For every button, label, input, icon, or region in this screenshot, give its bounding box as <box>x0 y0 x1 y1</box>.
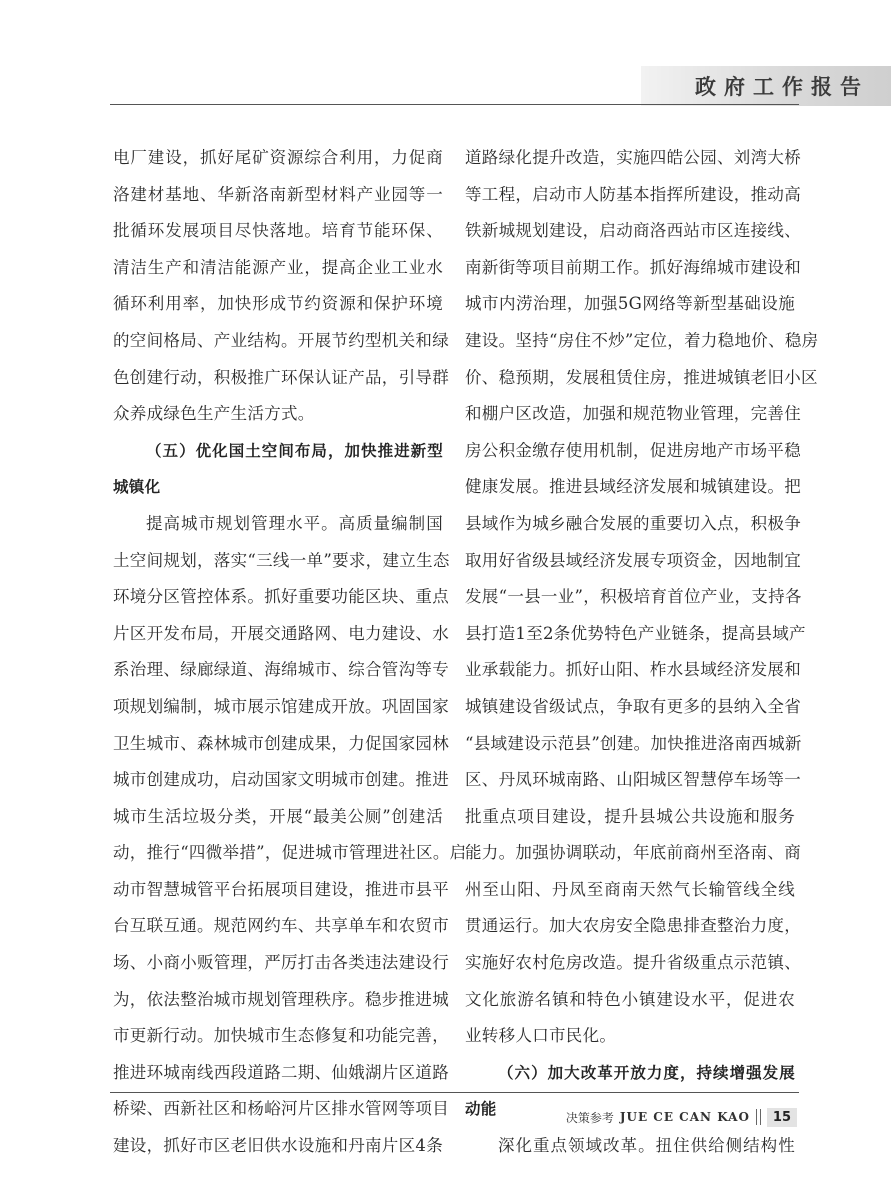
body-text-line: 房公积金缴存使用机制，促进房地产市场平稳 <box>465 440 801 460</box>
body-text-line: 台互联互通。规范网约车、共享单车和农贸市 <box>113 916 449 936</box>
body-text-line: 片区开发布局，开展交通路网、电力建设、水 <box>113 623 449 643</box>
body-text-line: 建设，抓好市区老旧供水设施和丹南片区4条 <box>113 1136 443 1156</box>
body-text-line: 动市智慧城管平台拓展项目建设，推进市县平 <box>113 879 449 899</box>
body-text-line: 场、小商小贩管理，严厉打击各类违法建设行 <box>113 953 449 973</box>
header-divider <box>110 104 799 105</box>
body-text-line: 业承载能力。抓好山阳、柞水县域经济发展和 <box>465 660 801 680</box>
body-text-line: 和棚户区改造，加强和规范物业管理，完善住 <box>465 404 801 424</box>
body-text-line: 项规划编制，城市展示馆建成开放。巩固国家 <box>113 696 449 716</box>
body-text-line: 区、丹凤环城南路、山阳城区智慧停车场等一 <box>465 770 801 790</box>
body-text-line: 桥梁、西新社区和杨峪河片区排水管网等项目 <box>113 1099 449 1119</box>
body-text-line: 为，依法整治城市规划管理秩序。稳步推进城 <box>113 989 449 1009</box>
body-text-line: 城市内涝治理，加强5G网络等新型基础设施 <box>465 294 795 314</box>
section-header-tab <box>641 66 891 106</box>
body-text-line: 深化重点领域改革。扭住供给侧结构性 <box>498 1136 795 1156</box>
body-text-line: 能力。加强协调联动，年底前商州至洛南、商 <box>465 843 801 863</box>
page-number: 15 <box>767 1108 797 1127</box>
body-text-line: 环境分区管控体系。抓好重要功能区块、重点 <box>113 587 449 607</box>
body-text-line: 电厂建设，抓好尾矿资源综合利用，力促商 <box>113 148 443 167</box>
body-text-line: 州至山阳、丹凤至商南天然气长输管线全线 <box>465 879 795 899</box>
section-heading-line: （五）优化国土空间布局，加快推进新型 <box>146 441 443 460</box>
body-text-line: 洛建材基地、华新洛南新型材料产业园等一 <box>113 184 443 204</box>
body-text-line: 动，推行“四微举措”，促进城市管理进社区。启 <box>113 843 467 863</box>
body-text-line: 色创建行动，积极推广环保认证产品，引导群 <box>113 367 449 387</box>
body-text-line: 取用好省级县域经济发展专项资金，因地制宜 <box>465 550 801 570</box>
body-text-line: 健康发展。推进县域经济发展和城镇建设。把 <box>465 477 801 497</box>
body-text-line: 南新街等项目前期工作。抓好海绵城市建设和 <box>465 257 801 277</box>
body-text-line: 清洁生产和清洁能源产业，提高企业工业水 <box>113 257 443 277</box>
footer <box>566 1106 797 1128</box>
body-text-line: 卫生城市、森林城市创建成果，力促国家园林 <box>113 733 449 753</box>
body-text-line: 循环利用率，加快形成节约资源和保护环境 <box>113 294 443 314</box>
body-text-line: 县域作为城乡融合发展的重要切入点，积极争 <box>465 513 801 533</box>
body-text-line: 系治理、绿廊绿道、海绵城市、综合管沟等专 <box>113 660 449 680</box>
body-text-line: 城镇建设省级试点，争取有更多的县纳入全省 <box>465 696 801 716</box>
body-text-line: 县打造1至2条优势特色产业链条，提高县域产 <box>465 623 806 643</box>
body-text-line: 众养成绿色生产生活方式。 <box>113 404 315 424</box>
publication-pinyin: JUE CE CAN KAO <box>619 1110 750 1124</box>
body-text-line: 城市生活垃圾分类，开展“最美公厕”创建活 <box>113 806 443 826</box>
section-heading-line: 城镇化 <box>113 478 161 497</box>
body-text-line: 批重点项目建设，提升县城公共设施和服务 <box>465 806 795 826</box>
body-text-line: 的空间格局、产业结构。开展节约型机关和绿 <box>113 330 449 350</box>
body-text-line: 等工程，启动市人防基本指挥所建设，推动高 <box>465 184 801 204</box>
body-text-line: 贯通运行。加大农房安全隐患排查整治力度， <box>465 916 801 936</box>
body-text-line: 土空间规划，落实“三线一单”要求，建立生态 <box>113 550 450 570</box>
body-text-line: 批循环发展项目尽快落地。培育节能环保、 <box>113 221 443 241</box>
publication-name: 决策参考 <box>565 1110 614 1125</box>
section-title: 政府工作报告 <box>695 75 869 99</box>
body-text-line: “县域建设示范县”创建。加快推进洛南西城新 <box>465 733 802 753</box>
footer-separator <box>756 1109 761 1125</box>
body-text-line: 建设。坚持“房住不炒”定位，着力稳地价、稳房 <box>465 330 819 350</box>
body-text-line: 市更新行动。加快城市生态修复和功能完善， <box>113 1026 449 1046</box>
body-text-line: 价、稳预期，发展租赁住房，推进城镇老旧小区 <box>465 367 818 387</box>
body-text-line: 道路绿化提升改造，实施四皓公园、刘湾大桥 <box>465 148 801 167</box>
body-text-line: 铁新城规划建设，启动商洛西站市区连接线、 <box>465 221 801 241</box>
right-text-column <box>465 140 819 1165</box>
left-text-column <box>113 140 467 1165</box>
body-text-line: 提高城市规划管理水平。高质量编制国 <box>146 513 443 533</box>
body-text-line: 城市创建成功，启动国家文明城市创建。推进 <box>113 770 449 790</box>
body-text-line: 推进环城南线西段道路二期、仙娥湖片区道路 <box>113 1062 449 1082</box>
section-heading-line: （六）加大改革开放力度，持续增强发展 <box>498 1063 795 1082</box>
section-heading-line: 动能 <box>465 1100 497 1119</box>
body-text-line: 实施好农村危房改造。提升省级重点示范镇、 <box>465 953 801 973</box>
body-text-line: 业转移人口市民化。 <box>465 1026 617 1046</box>
footer-divider <box>110 1092 799 1093</box>
body-text-line: 文化旅游名镇和特色小镇建设水平，促进农 <box>465 989 795 1009</box>
body-text-line: 发展“一县一业”，积极培育首位产业，支持各 <box>465 587 802 607</box>
